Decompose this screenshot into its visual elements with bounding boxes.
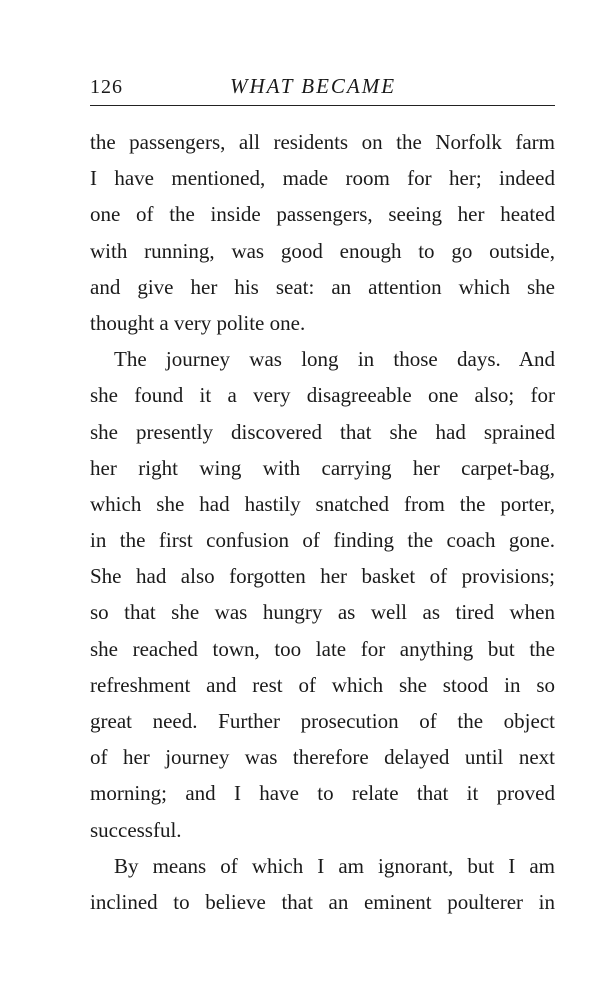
page-number: 126 — [90, 76, 123, 98]
page-header — [90, 70, 555, 106]
text-line: with running, was good enough to go outside, — [90, 238, 555, 263]
text-line: By means of which I am ignorant, but I am — [114, 853, 555, 878]
text-line: inclined to believe that an eminent poulterer in — [90, 889, 555, 914]
text-line: her right wing with carrying her carpet-bag, — [90, 455, 555, 480]
text-line: The journey was long in those days. And — [114, 347, 555, 372]
text-line: the passengers, all residents on the Norfolk farm — [90, 130, 555, 154]
text-line: she presently discovered that she had sprained — [90, 419, 555, 444]
text-line: morning; and I have to relate that it proved — [90, 781, 555, 806]
text-line: so that she was hungry as well as tired when — [90, 600, 555, 625]
body-text — [90, 124, 555, 920]
text-line: thought a very polite one. — [90, 310, 306, 335]
text-line: in the first confusion of finding the coach gone. — [90, 528, 555, 553]
running-head: WHAT BECAME — [230, 74, 397, 98]
text-line: successful. — [90, 817, 182, 842]
text-line: she reached town, too late for anything but the — [90, 636, 555, 661]
text-line: which she had hastily snatched from the porter, — [90, 491, 555, 516]
text-line: one of the inside passengers, seeing her heated — [90, 202, 555, 227]
text-line: great need. Further prosecution of the object — [90, 709, 555, 733]
text-line: I have mentioned, made room for her; indeed — [90, 166, 555, 191]
header-rule — [90, 105, 555, 106]
text-line: refreshment and rest of which she stood in so — [90, 672, 555, 697]
text-line: of her journey was therefore delayed until next — [90, 745, 555, 770]
text-line: She had also forgotten her basket of provisions; — [90, 564, 555, 589]
text-line: and give her his seat: an attention which she — [90, 274, 555, 299]
text-line: she found it a very disagreeable one also; for — [90, 383, 555, 408]
